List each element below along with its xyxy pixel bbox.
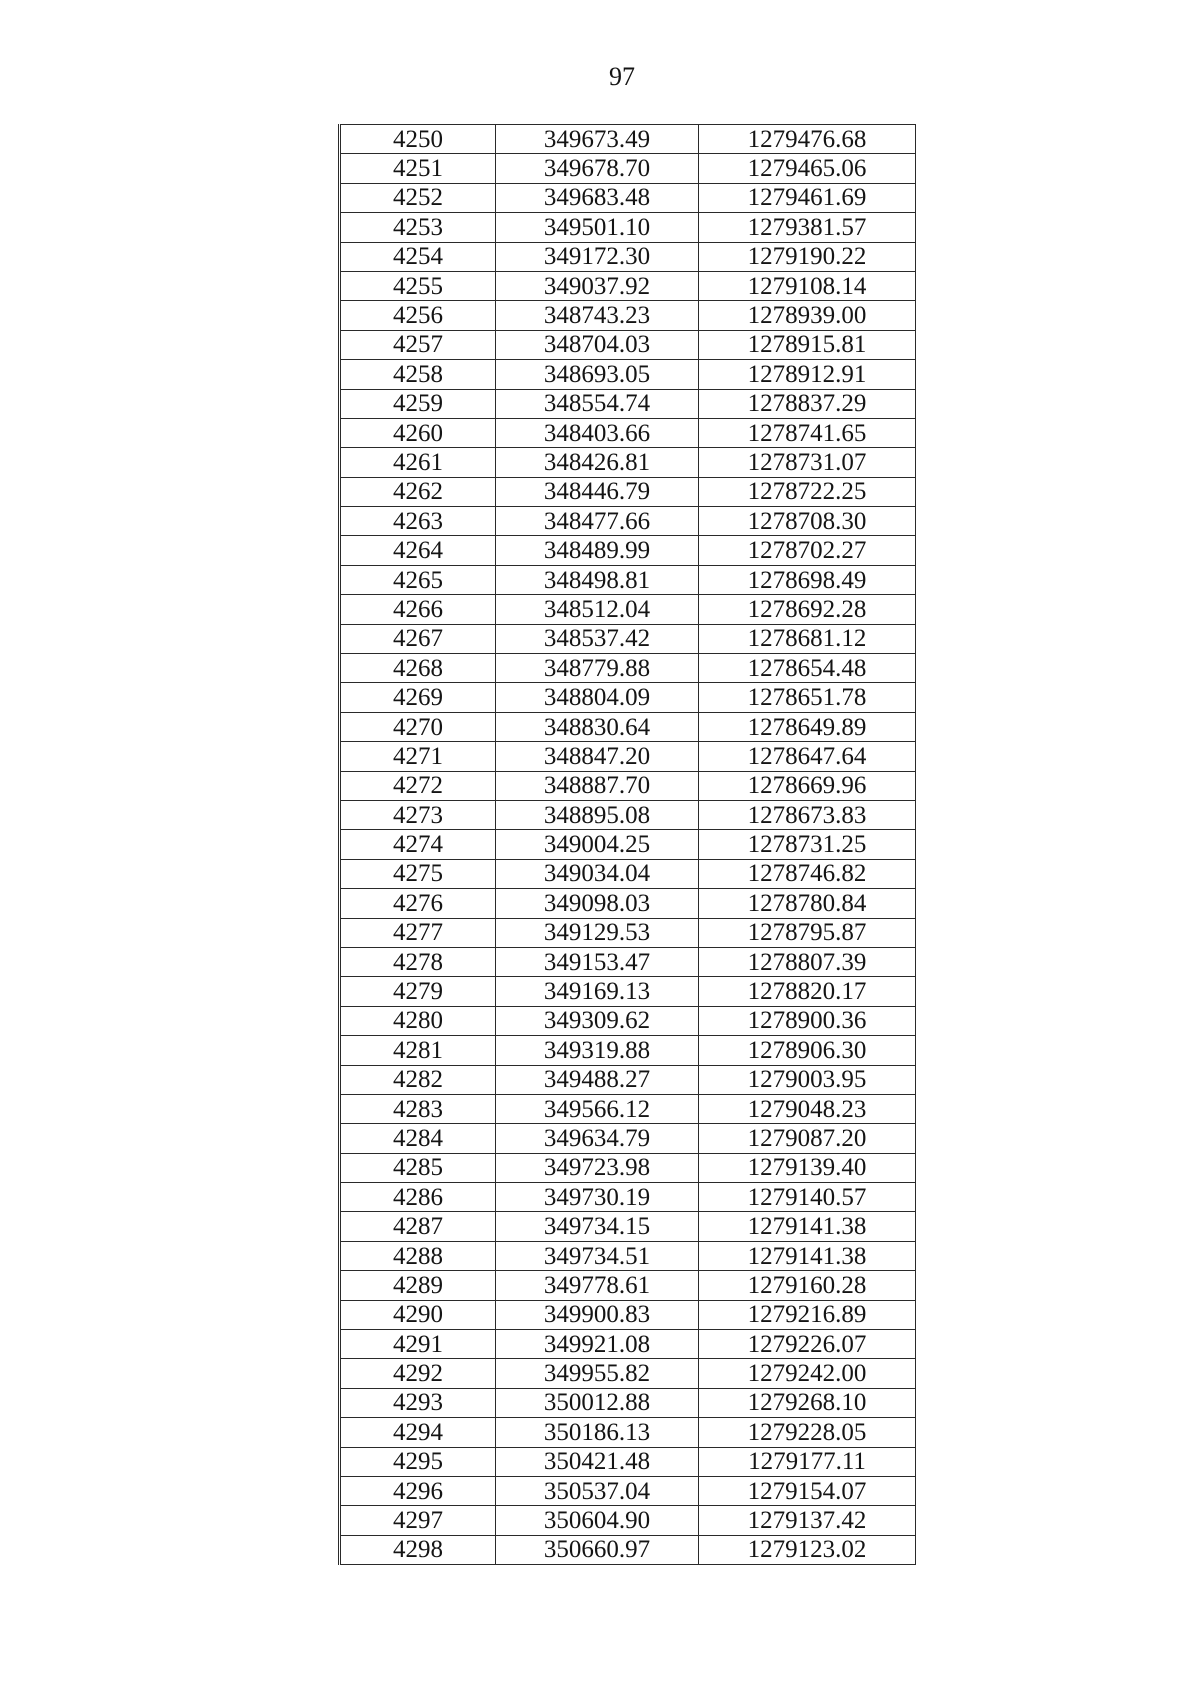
x-coordinate-cell: 349921.08 [496, 1330, 699, 1359]
x-coordinate-cell: 349730.19 [496, 1183, 699, 1212]
x-coordinate-cell: 348403.66 [496, 418, 699, 447]
table-row [340, 977, 916, 1006]
table-row [340, 1241, 916, 1270]
x-coordinate-cell: 349309.62 [496, 1006, 699, 1035]
point-number-cell: 4286 [340, 1183, 496, 1212]
y-coordinate-cell: 1278912.91 [699, 360, 916, 389]
y-coordinate-cell: 1279268.10 [699, 1388, 916, 1417]
x-coordinate-cell: 348426.81 [496, 448, 699, 477]
x-coordinate-cell: 349098.03 [496, 889, 699, 918]
y-coordinate-cell: 1278647.64 [699, 742, 916, 771]
x-coordinate-cell: 349034.04 [496, 859, 699, 888]
table-row [340, 565, 916, 594]
x-coordinate-cell: 349566.12 [496, 1094, 699, 1123]
x-coordinate-cell: 349900.83 [496, 1300, 699, 1329]
point-number-cell: 4255 [340, 271, 496, 300]
point-number-cell: 4293 [340, 1388, 496, 1417]
y-coordinate-cell: 1279048.23 [699, 1094, 916, 1123]
point-number-cell: 4270 [340, 712, 496, 741]
x-coordinate-cell: 349501.10 [496, 213, 699, 242]
x-coordinate-cell: 349153.47 [496, 947, 699, 976]
x-coordinate-cell: 348693.05 [496, 360, 699, 389]
x-coordinate-cell: 348830.64 [496, 712, 699, 741]
y-coordinate-cell: 1279003.95 [699, 1065, 916, 1094]
x-coordinate-cell: 350660.97 [496, 1535, 699, 1564]
x-coordinate-cell: 348887.70 [496, 771, 699, 800]
y-coordinate-cell: 1278900.36 [699, 1006, 916, 1035]
table-row [340, 624, 916, 653]
x-coordinate-cell: 349634.79 [496, 1124, 699, 1153]
table-row [340, 1535, 916, 1564]
point-number-cell: 4263 [340, 507, 496, 536]
x-coordinate-cell: 349172.30 [496, 242, 699, 271]
x-coordinate-cell: 350421.48 [496, 1447, 699, 1476]
table-row [340, 889, 916, 918]
y-coordinate-cell: 1278681.12 [699, 624, 916, 653]
table-row [340, 1065, 916, 1094]
x-coordinate-cell: 348554.74 [496, 389, 699, 418]
x-coordinate-cell: 349488.27 [496, 1065, 699, 1094]
point-number-cell: 4253 [340, 213, 496, 242]
y-coordinate-cell: 1278673.83 [699, 800, 916, 829]
y-coordinate-cell: 1278731.07 [699, 448, 916, 477]
point-number-cell: 4276 [340, 889, 496, 918]
table-row [340, 947, 916, 976]
y-coordinate-cell: 1279141.38 [699, 1241, 916, 1270]
table-row [340, 389, 916, 418]
point-number-cell: 4257 [340, 330, 496, 359]
y-coordinate-cell: 1278906.30 [699, 1036, 916, 1065]
point-number-cell: 4291 [340, 1330, 496, 1359]
point-number-cell: 4272 [340, 771, 496, 800]
x-coordinate-cell: 348804.09 [496, 683, 699, 712]
table-row [340, 242, 916, 271]
x-coordinate-cell: 349673.49 [496, 125, 699, 154]
point-number-cell: 4297 [340, 1506, 496, 1535]
x-coordinate-cell: 348847.20 [496, 742, 699, 771]
x-coordinate-cell: 350012.88 [496, 1388, 699, 1417]
y-coordinate-cell: 1278795.87 [699, 918, 916, 947]
x-coordinate-cell: 348704.03 [496, 330, 699, 359]
point-number-cell: 4298 [340, 1535, 496, 1564]
y-coordinate-cell: 1278669.96 [699, 771, 916, 800]
point-number-cell: 4277 [340, 918, 496, 947]
table-row [340, 1300, 916, 1329]
y-coordinate-cell: 1279140.57 [699, 1183, 916, 1212]
y-coordinate-cell: 1279476.68 [699, 125, 916, 154]
x-coordinate-cell: 348779.88 [496, 654, 699, 683]
y-coordinate-cell: 1279160.28 [699, 1271, 916, 1300]
point-number-cell: 4280 [340, 1006, 496, 1035]
table-row [340, 213, 916, 242]
point-number-cell: 4266 [340, 595, 496, 624]
x-coordinate-cell: 349955.82 [496, 1359, 699, 1388]
table-row [340, 1506, 916, 1535]
x-coordinate-cell: 350186.13 [496, 1418, 699, 1447]
point-number-cell: 4268 [340, 654, 496, 683]
x-coordinate-cell: 349778.61 [496, 1271, 699, 1300]
point-number-cell: 4274 [340, 830, 496, 859]
x-coordinate-cell: 349037.92 [496, 271, 699, 300]
table-row [340, 1212, 916, 1241]
table-row [340, 125, 916, 154]
table-row [340, 477, 916, 506]
table-row [340, 771, 916, 800]
table-row [340, 154, 916, 183]
y-coordinate-cell: 1279226.07 [699, 1330, 916, 1359]
point-number-cell: 4284 [340, 1124, 496, 1153]
y-coordinate-cell: 1278692.28 [699, 595, 916, 624]
point-number-cell: 4269 [340, 683, 496, 712]
x-coordinate-cell: 348895.08 [496, 800, 699, 829]
x-coordinate-cell: 348743.23 [496, 301, 699, 330]
x-coordinate-cell: 350537.04 [496, 1476, 699, 1505]
table-row [340, 448, 916, 477]
point-number-cell: 4294 [340, 1418, 496, 1447]
y-coordinate-cell: 1278807.39 [699, 947, 916, 976]
table-row [340, 1447, 916, 1476]
table-row [340, 1476, 916, 1505]
x-coordinate-cell: 349169.13 [496, 977, 699, 1006]
x-coordinate-cell: 349004.25 [496, 830, 699, 859]
point-number-cell: 4251 [340, 154, 496, 183]
y-coordinate-cell: 1278649.89 [699, 712, 916, 741]
x-coordinate-cell: 348537.42 [496, 624, 699, 653]
y-coordinate-cell: 1278741.65 [699, 418, 916, 447]
table-row [340, 918, 916, 947]
y-coordinate-cell: 1279141.38 [699, 1212, 916, 1241]
y-coordinate-cell: 1279123.02 [699, 1535, 916, 1564]
table-row [340, 1388, 916, 1417]
y-coordinate-cell: 1279216.89 [699, 1300, 916, 1329]
point-number-cell: 4287 [340, 1212, 496, 1241]
y-coordinate-cell: 1279190.22 [699, 242, 916, 271]
y-coordinate-cell: 1278698.49 [699, 565, 916, 594]
point-number-cell: 4264 [340, 536, 496, 565]
point-number-cell: 4271 [340, 742, 496, 771]
y-coordinate-cell: 1279087.20 [699, 1124, 916, 1153]
table-row [340, 1153, 916, 1182]
y-coordinate-cell: 1279108.14 [699, 271, 916, 300]
table-row [340, 1006, 916, 1035]
point-number-cell: 4288 [340, 1241, 496, 1270]
table-row [340, 536, 916, 565]
point-number-cell: 4281 [340, 1036, 496, 1065]
coordinate-table-body [340, 125, 916, 1565]
point-number-cell: 4260 [340, 418, 496, 447]
point-number-cell: 4296 [340, 1476, 496, 1505]
y-coordinate-cell: 1278731.25 [699, 830, 916, 859]
point-number-cell: 4285 [340, 1153, 496, 1182]
table-row [340, 301, 916, 330]
y-coordinate-cell: 1279154.07 [699, 1476, 916, 1505]
x-coordinate-cell: 349683.48 [496, 183, 699, 212]
coordinate-table [338, 124, 916, 1565]
y-coordinate-cell: 1278654.48 [699, 654, 916, 683]
x-coordinate-cell: 349678.70 [496, 154, 699, 183]
x-coordinate-cell: 349723.98 [496, 1153, 699, 1182]
point-number-cell: 4259 [340, 389, 496, 418]
y-coordinate-cell: 1278651.78 [699, 683, 916, 712]
x-coordinate-cell: 349129.53 [496, 918, 699, 947]
page-number: 97 [609, 62, 635, 91]
table-row [340, 360, 916, 389]
y-coordinate-cell: 1278746.82 [699, 859, 916, 888]
table-row [340, 271, 916, 300]
x-coordinate-cell: 348512.04 [496, 595, 699, 624]
table-row [340, 742, 916, 771]
x-coordinate-cell: 348489.99 [496, 536, 699, 565]
y-coordinate-cell: 1279177.11 [699, 1447, 916, 1476]
x-coordinate-cell: 348498.81 [496, 565, 699, 594]
y-coordinate-cell: 1278708.30 [699, 507, 916, 536]
point-number-cell: 4295 [340, 1447, 496, 1476]
table-row [340, 800, 916, 829]
y-coordinate-cell: 1278702.27 [699, 536, 916, 565]
x-coordinate-cell: 348477.66 [496, 507, 699, 536]
x-coordinate-cell: 349319.88 [496, 1036, 699, 1065]
point-number-cell: 4275 [340, 859, 496, 888]
table-row [340, 683, 916, 712]
table-row [340, 712, 916, 741]
table-row [340, 1183, 916, 1212]
point-number-cell: 4252 [340, 183, 496, 212]
y-coordinate-cell: 1278820.17 [699, 977, 916, 1006]
x-coordinate-cell: 349734.15 [496, 1212, 699, 1241]
point-number-cell: 4250 [340, 125, 496, 154]
point-number-cell: 4282 [340, 1065, 496, 1094]
table-row [340, 830, 916, 859]
x-coordinate-cell: 348446.79 [496, 477, 699, 506]
y-coordinate-cell: 1279137.42 [699, 1506, 916, 1535]
y-coordinate-cell: 1279242.00 [699, 1359, 916, 1388]
table-row [340, 183, 916, 212]
x-coordinate-cell: 350604.90 [496, 1506, 699, 1535]
table-row [340, 507, 916, 536]
point-number-cell: 4292 [340, 1359, 496, 1388]
table-row [340, 1094, 916, 1123]
y-coordinate-cell: 1279139.40 [699, 1153, 916, 1182]
table-row [340, 1124, 916, 1153]
point-number-cell: 4283 [340, 1094, 496, 1123]
y-coordinate-cell: 1278915.81 [699, 330, 916, 359]
point-number-cell: 4258 [340, 360, 496, 389]
point-number-cell: 4289 [340, 1271, 496, 1300]
y-coordinate-cell: 1279381.57 [699, 213, 916, 242]
y-coordinate-cell: 1279461.69 [699, 183, 916, 212]
table-row [340, 418, 916, 447]
table-row [340, 1359, 916, 1388]
point-number-cell: 4261 [340, 448, 496, 477]
y-coordinate-cell: 1278939.00 [699, 301, 916, 330]
table-row [340, 1418, 916, 1447]
point-number-cell: 4267 [340, 624, 496, 653]
point-number-cell: 4290 [340, 1300, 496, 1329]
table-row [340, 1271, 916, 1300]
point-number-cell: 4278 [340, 947, 496, 976]
point-number-cell: 4279 [340, 977, 496, 1006]
y-coordinate-cell: 1279465.06 [699, 154, 916, 183]
table-row [340, 330, 916, 359]
table-row [340, 1330, 916, 1359]
x-coordinate-cell: 349734.51 [496, 1241, 699, 1270]
point-number-cell: 4262 [340, 477, 496, 506]
point-number-cell: 4273 [340, 800, 496, 829]
table-row [340, 859, 916, 888]
y-coordinate-cell: 1279228.05 [699, 1418, 916, 1447]
table-row [340, 1036, 916, 1065]
y-coordinate-cell: 1278722.25 [699, 477, 916, 506]
table-row [340, 654, 916, 683]
table-row [340, 595, 916, 624]
y-coordinate-cell: 1278780.84 [699, 889, 916, 918]
point-number-cell: 4265 [340, 565, 496, 594]
y-coordinate-cell: 1278837.29 [699, 389, 916, 418]
point-number-cell: 4254 [340, 242, 496, 271]
point-number-cell: 4256 [340, 301, 496, 330]
